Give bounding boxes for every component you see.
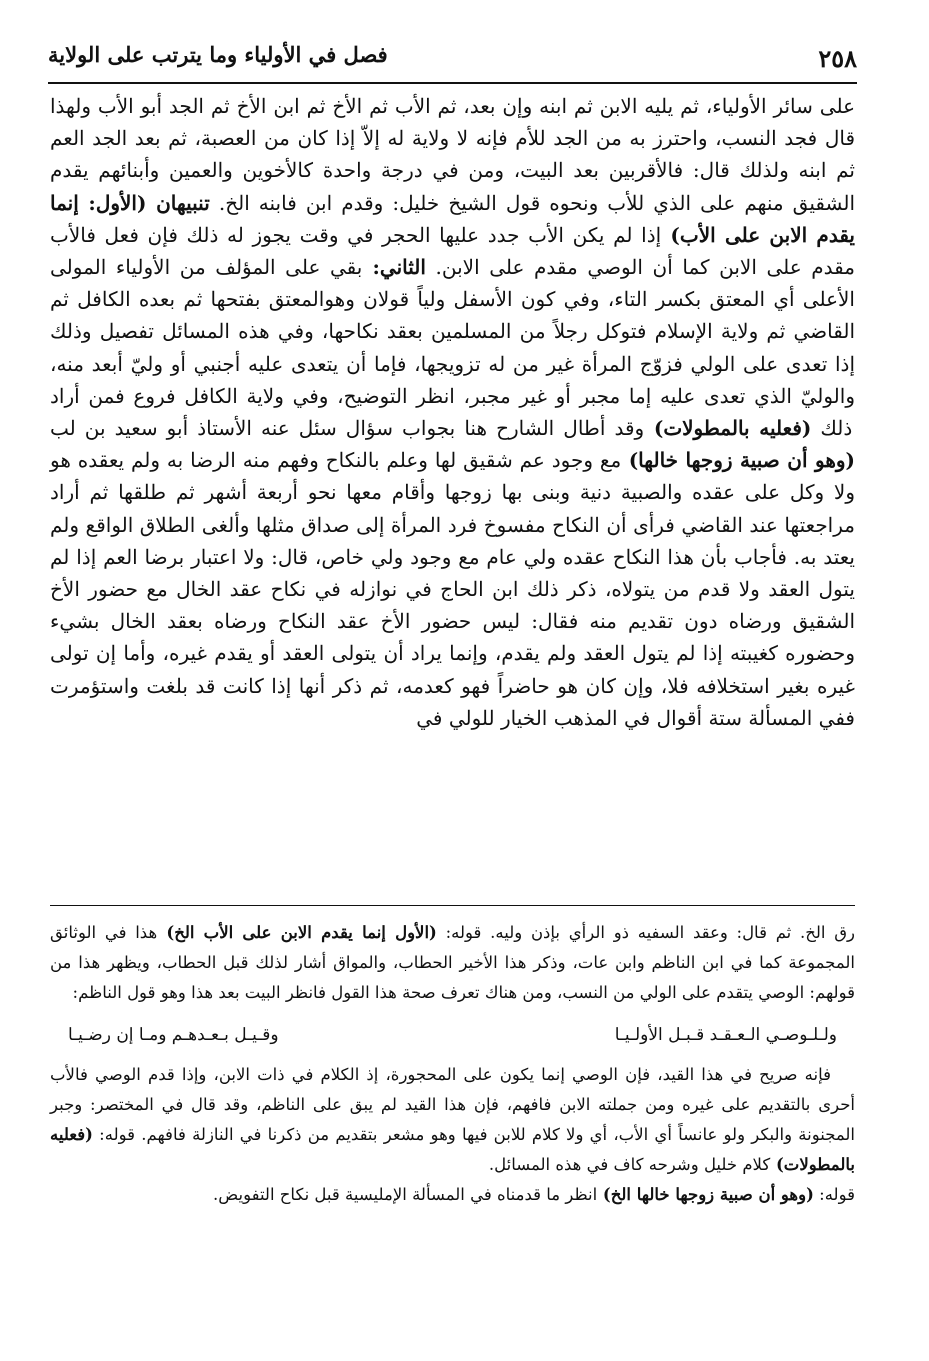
quoted-phrase: (وهو أن صبية زوجها خالها) <box>621 448 855 473</box>
footnote-rule <box>50 905 855 906</box>
main-text <box>50 90 855 734</box>
quoted-phrase: (فعليه بالمطولات) <box>644 416 812 441</box>
text-run: انظر ما قدمناه في المسألة الإمليسية قبل نكاح التفويض. <box>213 1185 598 1204</box>
text-run: إذا لم يكن الأب جدد عليها الحجر في وقت يجوز له ذلك فإن فعل فالأب مقدم على الابن كما أن الوصي مقدم على الابن. <box>50 222 855 280</box>
tanbihan-heading: تنبيهان <box>146 190 210 215</box>
page-header <box>48 40 857 80</box>
poem-verse <box>50 1008 855 1060</box>
quoted-phrase: (الأول: إنما يقدم الابن على الأب) <box>50 190 855 247</box>
text-run: على سائر الأولياء، ثم يليه الابن ثم ابنه وإن بعد، ثم الأب ثم الأخ ثم ابن الأخ ثم الجد أبو الأب ولهذا قال فجد النسب، واحترز به من الجد للأم فإنه لا ولاية له إلاّ إذا كان من العصبة، ثم بعد الجد العم ثم ابنه ولذلك قال: فالأقربين بعد البيت، ومن في درجة واحدة كالأخوين والعمين وأبنائهم يقدم الشقيق منهم على الذي للأب ونحوه قول الشيخ خليل: وقدم ابن فابنه الخ. <box>50 94 855 215</box>
text-run: هذا في الوثائق المجموعة كما في ابن الناظم وابن عات، وذكر هذا الأخير الحطاب، والمواق أشار لذلك قبل الحطاب، ويظهر هذا من قولهم: الوصي يتقدم على الولي من النسب، ومن هناك تعرف صحة هذا القول فانظر البيت بعد هذا وهو قول الناظم: <box>50 923 855 1002</box>
footnote-paragraph <box>50 1180 855 1210</box>
quoted-phrase: (وهو أن صبية زوجها خالها الخ) <box>597 1185 814 1204</box>
verse-first-hemistich: ولـلـوصـي الـعـقـد قـبـل الأولـيـا <box>614 1025 837 1045</box>
footnote-paragraph <box>50 918 855 1008</box>
header-rule <box>48 82 857 84</box>
quoted-phrase: (الأول إنما يقدم الابن على الأب الخ) <box>157 923 437 942</box>
text-run: قوله: <box>813 1185 855 1204</box>
quoted-phrase: (فعليه بالمطولات) <box>50 1125 855 1174</box>
running-title: فصل في الأولياء وما يترتب على الولاية <box>48 42 388 67</box>
text-run: كلام خليل وشرحه كاف في هذه المسائل. <box>488 1155 771 1174</box>
text-run: وقد أطال الشارح هنا بجواب سؤال سئل عنه الأستاذ أبو سعيد بن لب <box>50 416 645 441</box>
main-paragraph <box>50 90 855 734</box>
text-run: بقي على المؤلف من الأولياء المولى الأعلى أي المعتق بكسر التاء، وفي كون الأسفل ولياً قولان وهوالمعتق بفتحها ثم بعده الكافل ثم القاضي ثم ولاية الإسلام فتوكل رجلاً من المسلمين بعقد نكاحها، وفي هذه المسائل تفصيل وذلك إذا تعدى على الولي فزوّج المرأة غير من له تزويجها، فإما أن يتعدى عليه أجنبي أو وليّ أبعد منه، والوليّ الذي تعدى عليه إما مجبر أو غير مجبر، انظر التوضيح، وفي ولاية الكافل فروع فمن أراد ذلك <box>50 255 855 441</box>
thani-heading: الثاني: <box>362 255 426 280</box>
footnotes <box>50 918 855 1210</box>
text-run: فإنه صريح في هذا القيد، فإن الوصي إنما يكون على المحجورة، إذ الكلام في ذات الابن، وإذا قدم الوصي فالأب أحرى بالتقديم على غيره ومن جملته الابن فافهم، فإن هذا القيد لم يبق على الناظم، وقد قال في المختصر: وجبر المجنونة والبكر ولو عانساً أي الأب، أي ولا كلام للابن فيها وهو مشعر بتقديم من ذكرنا في النازلة فافهم. قوله: <box>50 1065 855 1144</box>
text-run: رق الخ. ثم قال: وعقد السفيه ذو الرأي بإذن وليه. قوله: <box>436 923 855 942</box>
text-run: مع وجود عم شقيق لها وعلم بالنكاح وفهم منه الرضا به ولم يعقده هو ولا وكل على عقده والصبية دنية وبنى بها زوجها وأقام معها نحو أربعة أشهر ثم طلقها ثم أراد مراجعتها عند القاضي فرأى أن النكاح مفسوخ فرد المرأة إلى صداق مثلها وألغى الطلاق الواقع ولم يعتد به. فأجاب بأن هذا النكاح عقده ولي عام مع وجود ولي خاص، قال: ولا اعتبار برضا العم إذا لم يتول العقد ولا قدم من يتولاه، ذكر ذلك ابن الحاج في نوازله في نكاح عقد الخال مع حضور الأخ الشقيق ورضاه دون تقديم منه فقال: ليس حضور الأخ عقد النكاح ورضاه بعقد الخال بشيء وحضوره كغيبته إذا لم يتول العقد ولم يقدم، وإنما يراد أن يتولى العقد أو يقدم غيره، وأما إن تولى غيره بغير استخلافه فلا، وإن كان هو حاضراً فهو كعدمه، ثم ذكر أنها إذا كانت قد بلغت واستؤمرت ففي المسألة ستة أقوال في المذهب الخيار للولي في <box>50 448 855 730</box>
footnote-paragraph <box>50 1060 855 1180</box>
page-number: ٢٥٨ <box>818 44 857 73</box>
verse-second-hemistich: وقـيـل بـعـدهـم ومـا إن رضـيـا <box>68 1025 279 1045</box>
